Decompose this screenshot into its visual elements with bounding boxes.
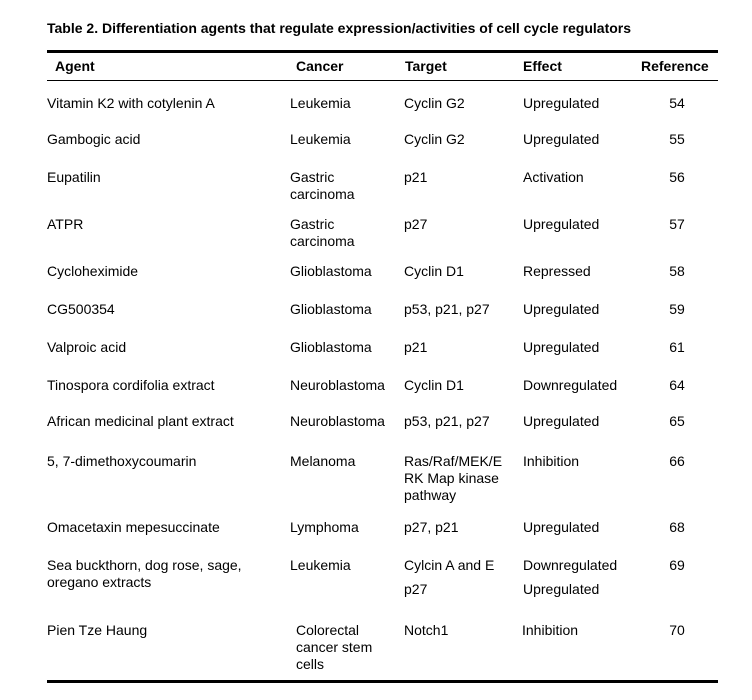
cell-agent: Cycloheximide: [47, 263, 139, 279]
cell-target: p53, p21, p27: [404, 301, 490, 317]
cell-cancer: Glioblastoma: [290, 301, 372, 317]
cell-target: p53, p21, p27: [404, 413, 490, 429]
cell-target: p27: [404, 216, 428, 232]
cell-agent: Sea buckthorn, dog rose, sage,: [47, 557, 242, 573]
cell-effect: Inhibition: [523, 453, 580, 469]
cell-agent: African medicinal plant extract: [47, 413, 234, 429]
cell-agent: Tinospora cordifolia extract: [47, 377, 215, 393]
cell-cancer: Neuroblastoma: [290, 377, 385, 393]
header-effect: Effect: [523, 58, 562, 74]
table-title: Table 2. Differentiation agents that regulate expression/activities of cell cycle regulators: [47, 20, 632, 36]
cell-target: p27, p21: [404, 519, 459, 535]
cell-cancer: Gastric: [290, 216, 335, 232]
cell-cancer: Leukemia: [290, 95, 351, 111]
header-agent: Agent: [55, 58, 95, 74]
cell-cancer: Colorectal: [296, 622, 360, 638]
cell-target: Cyclin G2: [404, 131, 465, 147]
cell-reference: 58: [669, 263, 685, 279]
cell-cancer: Gastric: [290, 169, 335, 185]
cell-target: Notch1: [404, 622, 449, 638]
cell-agent: Pien Tze Haung: [47, 622, 148, 638]
cell-effect: Upregulated: [523, 301, 600, 317]
cell-reference: 69: [669, 557, 685, 573]
cell-reference: 56: [669, 169, 685, 185]
cell-cancer: Glioblastoma: [290, 339, 372, 355]
cell-cancer: cells: [296, 656, 325, 672]
cell-agent: Gambogic acid: [47, 131, 141, 147]
cell-target: pathway: [404, 487, 457, 503]
cell-effect: Upregulated: [523, 131, 600, 147]
cell-agent: ATPR: [47, 216, 84, 232]
bottom-rule: [47, 680, 718, 683]
cell-agent: Eupatilin: [47, 169, 101, 185]
cell-agent: Omacetaxin mepesuccinate: [47, 519, 220, 535]
cell-reference: 55: [669, 131, 685, 147]
cell-reference: 66: [669, 453, 685, 469]
cell-target: Cylcin A and E: [404, 557, 495, 573]
cell-effect: Upregulated: [523, 581, 600, 597]
cell-cancer: carcinoma: [290, 233, 355, 249]
cell-target: p27: [404, 581, 428, 597]
cell-agent: oregano extracts: [47, 574, 152, 590]
cell-effect: Downregulated: [523, 557, 618, 573]
cell-effect: Upregulated: [523, 95, 600, 111]
cell-effect: Upregulated: [523, 519, 600, 535]
cell-effect: Repressed: [523, 263, 591, 279]
cell-cancer: carcinoma: [290, 186, 355, 202]
cell-reference: 70: [669, 622, 685, 638]
cell-cancer: Melanoma: [290, 453, 356, 469]
cell-target: Cyclin G2: [404, 95, 465, 111]
cell-effect: Downregulated: [523, 377, 618, 393]
cell-reference: 68: [669, 519, 685, 535]
cell-cancer: Leukemia: [290, 131, 351, 147]
header-rule: [47, 80, 718, 81]
cell-effect: Upregulated: [523, 216, 600, 232]
cell-agent: 5, 7-dimethoxycoumarin: [47, 453, 197, 469]
cell-agent: Vitamin K2 with cotylenin A: [47, 95, 215, 111]
cell-target: Cyclin D1: [404, 377, 464, 393]
cell-reference: 64: [669, 377, 685, 393]
cell-reference: 57: [669, 216, 685, 232]
header-target: Target: [405, 58, 447, 74]
cell-target: Ras/Raf/MEK/E: [404, 453, 503, 469]
cell-target: p21: [404, 169, 428, 185]
cell-reference: 65: [669, 413, 685, 429]
header-reference: Reference: [641, 58, 709, 74]
cell-target: Cyclin D1: [404, 263, 464, 279]
cell-effect: Activation: [523, 169, 584, 185]
cell-cancer: Neuroblastoma: [290, 413, 385, 429]
cell-target: p21: [404, 339, 428, 355]
cell-cancer: Leukemia: [290, 557, 351, 573]
top-rule: [47, 50, 718, 53]
cell-reference: 61: [669, 339, 685, 355]
cell-cancer: Lymphoma: [290, 519, 359, 535]
cell-reference: 59: [669, 301, 685, 317]
cell-agent: CG500354: [47, 301, 115, 317]
cell-cancer: cancer stem: [296, 639, 373, 655]
cell-reference: 54: [669, 95, 685, 111]
cell-effect: Upregulated: [523, 339, 600, 355]
cell-agent: Valproic acid: [47, 339, 127, 355]
header-cancer: Cancer: [296, 58, 344, 74]
cell-target: RK Map kinase: [404, 470, 499, 486]
cell-effect: Inhibition: [522, 622, 579, 638]
cell-cancer: Glioblastoma: [290, 263, 372, 279]
cell-effect: Upregulated: [523, 413, 600, 429]
